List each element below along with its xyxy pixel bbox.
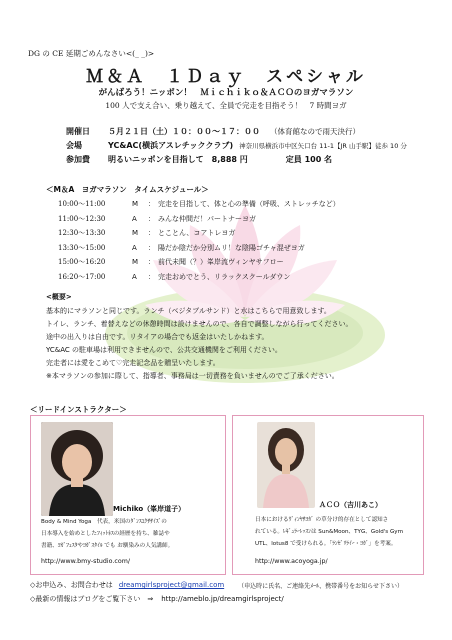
schedule-instructor: A	[132, 214, 137, 223]
schedule-desc: みんな仲間だ！パートナーヨガ	[158, 214, 256, 223]
overview-line: 途中の出入りは自由です。リタイアの場合でも返金はいたしかねます。	[46, 333, 269, 341]
schedule-desc: 陽だか陰だか分別ムリ！な陰陽ゴチャ混ぜヨガ	[158, 243, 305, 252]
venue-value: YC&AC(横浜アスレチッククラブ)	[108, 141, 234, 150]
schedule-title: ＜M＆A ヨガマラソン タイムスケジュール＞	[46, 185, 209, 194]
bio-line: UTL、lotus8 で受けられる。「ﾗﾝｾﾞﾘﾗｲｰ・ﾖｶﾞ」を考案。	[255, 541, 397, 547]
overview-heading: <概要>	[46, 293, 72, 301]
capacity: 定員 100 名	[285, 155, 333, 164]
instructor-bio	[41, 516, 173, 552]
page-title: Ｍ＆Ａ １Ｄａｙ スペシャル	[86, 67, 366, 87]
blog-prefix: ◇最新の情報はブログをご覧下さい ⇒	[30, 595, 154, 603]
fee-row	[66, 154, 407, 168]
date-row	[66, 126, 407, 140]
contact-email-link[interactable]: dreamgirlsproject@gmail.com	[118, 581, 225, 589]
schedule-desc: 完走おめでとう、リラックスクールダウン	[158, 272, 291, 281]
venue-address: 神奈川県横浜市中区矢口台 11-1【JR 山手駅】徒歩 10 分	[239, 142, 407, 150]
bio-line: 日本におけるｳﾞｨﾝﾔｻﾖｶﾞ の草分け的存在として認知さ	[255, 517, 389, 523]
schedule-separator: ：	[148, 272, 155, 281]
bio-line: Body & Mind Yoga 代表，米国のﾀﾞﾝｽｴｸｻｻｲｽﾞの	[41, 519, 167, 525]
schedule-instructor: M	[132, 258, 139, 267]
schedule-desc: 前代未聞（？）峯岸流ヴィンヤサフロー	[158, 258, 284, 267]
schedule-instructor: M	[132, 229, 139, 238]
overview-line: 完走者には愛をこめて♡完走記念品を贈呈いたします。	[46, 359, 220, 367]
schedule-time: 12:30～13:30	[58, 229, 106, 238]
schedule-time: 15:00～16:20	[58, 258, 106, 267]
schedule-separator: ：	[148, 229, 155, 238]
bio-line: れている。ﾚｷﾞｭﾗｰﾚｯｽﾝは Sun&Moon、TYG、Gold's Gym	[255, 529, 404, 535]
instructor-bio	[255, 514, 403, 550]
date-note: （体育館なので雨天決行）	[270, 127, 360, 136]
instructor-photo-michiko	[41, 422, 113, 516]
schedule-separator: ：	[148, 214, 155, 223]
contact-row	[30, 578, 403, 592]
schedule-instructor: A	[132, 243, 137, 252]
contact-prefix: ◇お申込み、お問合わせは	[30, 581, 113, 589]
footer	[30, 578, 403, 606]
schedule-time: 13:30～15:00	[58, 243, 106, 252]
overview-line: トイレ、ランチ、着替えなどの休憩時間は設けませんので、各自で調整しながら行ってください。	[46, 320, 353, 328]
date-value: ５月２１日（土）１０：００～１７：００	[108, 127, 260, 136]
instructor-url[interactable]: http://www.bmy-studio.com/	[41, 558, 130, 565]
schedule-separator: ：	[148, 243, 155, 252]
schedule-list	[58, 197, 340, 284]
venue-row	[66, 140, 407, 154]
blog-link[interactable]: http://ameblo.jp/dreamgirlsproject/	[161, 595, 284, 603]
bio-line: 日本導入を始めとしたﾌｨｯﾄﾈｽの経歴を持ち、雑誌や	[41, 531, 170, 537]
schedule-row	[58, 255, 340, 270]
schedule-separator: ：	[148, 200, 155, 209]
schedule-separator: ：	[148, 258, 155, 267]
schedule-desc: 完走を目指して、体と心の準備（呼吸、ストレッチなど）	[158, 200, 340, 209]
instructor-photo-aco	[257, 422, 315, 508]
event-info	[66, 126, 407, 168]
schedule-instructor: M	[132, 200, 139, 209]
schedule-desc: とことん、コアトレヨガ	[158, 229, 236, 238]
fee-value: 明るいニッポンを目指して 8,888 円	[108, 155, 248, 164]
instructors-title: ＜リードインストラクター＞	[30, 405, 127, 414]
schedule-time: 10:00～11:00	[58, 200, 106, 209]
instructor-url[interactable]: http://www.acoyoga.jp/	[255, 558, 328, 565]
instructor-card-michiko	[30, 415, 226, 575]
schedule-row	[58, 197, 340, 212]
overview-section	[46, 292, 352, 384]
fee-label: 参加費	[66, 155, 90, 164]
schedule-row	[58, 270, 340, 285]
venue-label: 会場	[66, 141, 82, 150]
slogan: がんばろう！ニッポン！ Ｍｉｃｈｉｋｏ＆ＡＣＯのヨガマラソン	[98, 88, 354, 98]
schedule-row	[58, 241, 340, 256]
overview-line: 基本的にマラソンと同じです。ランチ（ベジタブルサンド）と水はこちらで用意致します。	[46, 307, 331, 315]
schedule-instructor: A	[132, 272, 137, 281]
instructor-name: ＡＣＯ（吉川あこ）	[319, 501, 382, 509]
sub-slogan: 100 人で支え合い、乗り越えて、全員で完走を目指そう！ 7 時間ヨガ	[105, 101, 347, 110]
bio-line: 書籍、ﾖｶﾞﾌｪｽﾀやﾖｶﾞｽﾀｲﾙ でも お馴染みの人気講師。	[41, 543, 174, 549]
schedule-row	[58, 212, 340, 227]
schedule-row	[58, 226, 340, 241]
blog-row	[30, 592, 403, 606]
schedule-time: 16:20～17:00	[58, 272, 106, 281]
overview-line: YC&AC の駐車場は利用できませんので、公共交通機関をご利用ください。	[46, 346, 282, 354]
date-label: 開催日	[66, 127, 90, 136]
instructor-card-aco	[232, 415, 424, 575]
contact-note: （申込時に氏名、ご連絡先ﾒｰﾙ、携帯番号をお知らせ下さい）	[238, 582, 403, 590]
overview-line: ※本マラソンの参加に際して、指導者、事務局は一切責務を負いませんのでご了承ください。	[46, 372, 339, 380]
apology-note: DG の CE 延期ごめんなさい<(_ _)>	[28, 49, 155, 58]
schedule-time: 11:00～12:30	[58, 214, 106, 223]
instructor-name: Michiko（峯岸道子）	[113, 505, 186, 513]
